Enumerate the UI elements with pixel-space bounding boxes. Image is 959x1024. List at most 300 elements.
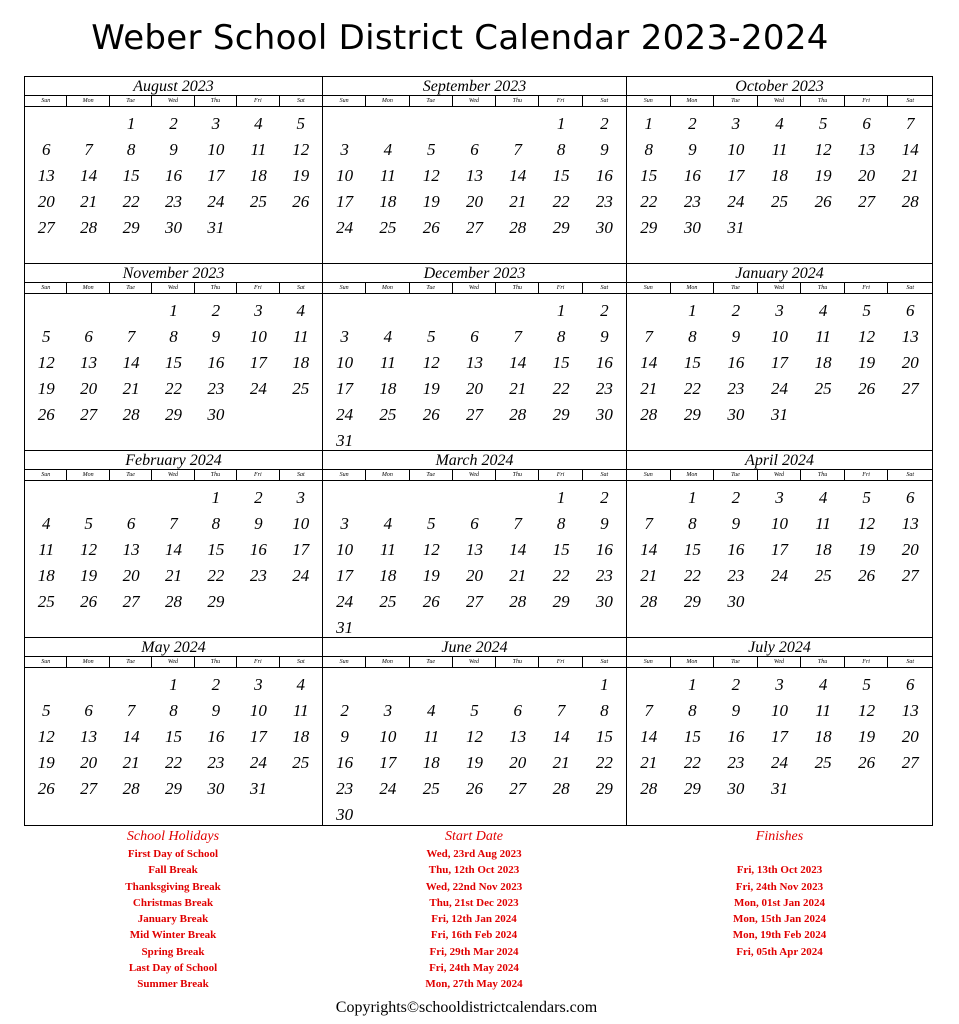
day-cell: 18 — [292, 727, 310, 746]
finish-date: Fri, 13th Oct 2023 — [736, 864, 823, 877]
day-cell: 27 — [465, 405, 483, 424]
day-cell: 1 — [688, 301, 697, 320]
day-cell: 26 — [858, 566, 876, 585]
day-cell: 4 — [818, 488, 828, 507]
day-cell: 16 — [595, 540, 613, 559]
day-cell: 29 — [683, 592, 701, 611]
month-name: November 2023 — [25, 264, 322, 283]
day-cell: 10 — [292, 514, 310, 533]
day-cell: 20 — [858, 166, 876, 185]
weekday-label: Tue — [714, 283, 758, 293]
day-cell: 2 — [600, 114, 609, 133]
month-block — [323, 264, 627, 451]
month-name: April 2024 — [627, 451, 932, 470]
day-cell: 13 — [122, 540, 140, 559]
day-cell: 6 — [905, 675, 915, 694]
day-cell: 24 — [727, 192, 745, 211]
day-cell: 5 — [426, 140, 436, 159]
weekday-label: Fri — [845, 657, 889, 667]
weekday-label: Thu — [195, 96, 237, 106]
weekday-label: Mon — [671, 657, 715, 667]
day-cell: 7 — [513, 140, 523, 159]
day-cell: 26 — [37, 405, 55, 424]
day-cell: 9 — [731, 327, 741, 346]
day-cell: 25 — [37, 592, 55, 611]
empty-day-cell — [496, 298, 539, 324]
weekday-header — [25, 657, 322, 668]
weekday-label: Wed — [152, 470, 194, 480]
day-cell: 11 — [380, 353, 396, 372]
holiday-name: Summer Break — [137, 978, 209, 991]
day-cell: 29 — [122, 218, 140, 237]
day-cell: 2 — [211, 675, 221, 694]
weekday-label: Mon — [366, 470, 409, 480]
weekday-header — [323, 657, 626, 668]
day-cell: 11 — [815, 327, 831, 346]
day-cell: 29 — [640, 218, 658, 237]
day-cell: 23 — [595, 192, 613, 211]
day-cell: 9 — [688, 140, 697, 159]
day-cell: 4 — [383, 514, 393, 533]
day-cell: 14 — [122, 353, 140, 372]
day-cell: 9 — [254, 514, 263, 533]
day-cell: 19 — [422, 566, 440, 585]
day-cell: 27 — [80, 779, 98, 798]
day-cell: 6 — [905, 488, 915, 507]
day-grid — [25, 107, 322, 241]
empty-day-cell — [496, 485, 539, 511]
empty-day-cell — [25, 298, 67, 324]
weekday-label: Fri — [237, 96, 279, 106]
weekday-label: Sat — [906, 472, 915, 478]
day-cell: 4 — [818, 301, 828, 320]
day-cell: 20 — [37, 192, 55, 211]
empty-day-cell — [496, 672, 539, 698]
day-cell: 4 — [254, 114, 263, 133]
day-cell: 12 — [37, 727, 55, 746]
day-cell: 23 — [727, 379, 745, 398]
day-cell: 3 — [775, 675, 784, 694]
day-cell: 24 — [249, 753, 267, 772]
day-cell: 30 — [164, 218, 182, 237]
weekday-label: Sat — [296, 472, 305, 478]
day-cell: 14 — [640, 353, 658, 372]
day-cell: 30 — [727, 405, 745, 424]
day-grid — [627, 668, 932, 802]
day-cell: 5 — [862, 301, 871, 320]
day-cell: 2 — [340, 701, 349, 720]
weekday-label: Mon — [67, 470, 109, 480]
day-cell: 19 — [80, 566, 98, 585]
day-cell: 10 — [207, 140, 225, 159]
day-cell: 8 — [688, 701, 697, 720]
month-block — [25, 638, 323, 825]
day-cell: 7 — [126, 701, 136, 720]
day-cell: 3 — [340, 514, 349, 533]
day-cell: 5 — [470, 701, 479, 720]
start-date-header: Start Date — [445, 829, 503, 844]
weekday-label: Wed — [453, 470, 496, 480]
day-cell: 26 — [80, 592, 98, 611]
day-cell: 14 — [509, 353, 527, 372]
day-cell: 27 — [37, 218, 55, 237]
day-cell: 18 — [292, 353, 310, 372]
empty-day-cell — [453, 111, 496, 137]
empty-day-cell — [110, 298, 152, 324]
day-cell: 26 — [858, 753, 876, 772]
empty-day-cell — [25, 111, 67, 137]
weekday-header — [323, 470, 626, 481]
day-cell: 17 — [727, 166, 745, 185]
day-cell: 8 — [688, 327, 697, 346]
finish-date — [626, 846, 933, 862]
day-cell: 11 — [292, 327, 309, 346]
weekday-label: Fri — [845, 96, 889, 106]
day-cell: 13 — [465, 166, 483, 185]
day-cell: 3 — [296, 488, 306, 507]
day-cell: 19 — [37, 379, 55, 398]
day-cell: 14 — [640, 727, 658, 746]
weekday-label: Sat — [600, 659, 609, 665]
day-cell: 27 — [901, 566, 919, 585]
day-cell: 24 — [379, 779, 397, 798]
day-cell: 27 — [122, 592, 140, 611]
weekday-label: Mon — [366, 96, 409, 106]
holiday-name: Spring Break — [141, 945, 205, 958]
day-cell: 8 — [126, 140, 136, 159]
day-cell: 17 — [249, 727, 267, 746]
day-cell: 24 — [292, 566, 310, 585]
day-cell: 21 — [164, 566, 182, 585]
weekday-label: Thu — [195, 657, 237, 667]
day-cell: 3 — [383, 701, 393, 720]
weekday-label: Mon — [671, 283, 715, 293]
day-cell: 15 — [683, 727, 701, 746]
day-cell: 19 — [858, 540, 876, 559]
day-cell: 28 — [640, 405, 658, 424]
empty-day-cell — [366, 298, 409, 324]
weekday-label: Thu — [496, 470, 539, 480]
day-cell: 29 — [552, 218, 570, 237]
empty-day-cell — [25, 485, 67, 511]
day-cell: 9 — [731, 514, 741, 533]
day-cell: 23 — [164, 192, 182, 211]
day-cell: 10 — [336, 166, 354, 185]
month-name: September 2023 — [323, 77, 626, 96]
day-cell: 12 — [858, 327, 876, 346]
day-cell: 4 — [41, 514, 51, 533]
day-cell: 9 — [600, 140, 609, 159]
day-cell: 3 — [211, 114, 221, 133]
day-cell: 22 — [207, 566, 225, 585]
day-cell: 25 — [770, 192, 788, 211]
day-cell: 28 — [640, 779, 658, 798]
weekday-label: Sat — [600, 98, 609, 104]
day-cell: 7 — [84, 140, 93, 159]
day-cell: 7 — [556, 701, 566, 720]
day-cell: 30 — [207, 405, 225, 424]
day-cell: 20 — [465, 192, 483, 211]
weekday-label: Fri — [237, 470, 279, 480]
day-cell: 11 — [38, 540, 55, 559]
empty-day-cell — [410, 298, 453, 324]
day-cell: 4 — [426, 701, 436, 720]
month-name: August 2023 — [25, 77, 322, 96]
day-cell: 3 — [775, 301, 784, 320]
weekday-label: Wed — [758, 96, 802, 106]
day-cell: 19 — [858, 727, 876, 746]
weekday-label: Wed — [453, 657, 496, 667]
empty-day-cell — [410, 485, 453, 511]
day-cell: 14 — [164, 540, 182, 559]
empty-day-cell — [410, 672, 453, 698]
day-cell: 13 — [858, 140, 876, 159]
day-cell: 20 — [901, 540, 919, 559]
weekday-header — [323, 96, 626, 107]
day-cell: 5 — [41, 701, 51, 720]
day-cell: 22 — [683, 379, 701, 398]
weekday-label: Fri — [539, 657, 582, 667]
day-cell: 10 — [770, 701, 788, 720]
weekday-label: Fri — [539, 470, 582, 480]
weekday-label: Fri — [539, 96, 582, 106]
day-cell: 5 — [41, 327, 51, 346]
weekday-label: Mon — [67, 96, 109, 106]
day-cell: 24 — [770, 379, 788, 398]
day-cell: 30 — [207, 779, 225, 798]
day-cell: 19 — [292, 166, 310, 185]
day-cell: 9 — [211, 701, 221, 720]
weekday-header — [25, 96, 322, 107]
day-cell: 16 — [207, 353, 225, 372]
weekday-label: Sun — [323, 657, 366, 667]
day-cell: 23 — [207, 379, 225, 398]
day-cell: 14 — [901, 140, 919, 159]
weekday-label: Sun — [323, 283, 366, 293]
day-cell: 1 — [556, 301, 566, 320]
day-cell: 8 — [644, 140, 654, 159]
day-cell: 11 — [250, 140, 267, 159]
day-cell: 21 — [640, 566, 658, 585]
start-date: Mon, 27th May 2024 — [425, 978, 523, 991]
day-cell: 18 — [379, 566, 397, 585]
day-cell: 12 — [422, 540, 440, 559]
day-cell: 11 — [380, 166, 396, 185]
month-name: July 2024 — [627, 638, 932, 657]
day-cell: 1 — [169, 675, 178, 694]
month-block — [323, 638, 627, 825]
month-name: March 2024 — [323, 451, 626, 470]
day-cell: 18 — [249, 166, 267, 185]
day-cell: 18 — [814, 727, 832, 746]
finish-date: Mon, 19th Feb 2024 — [732, 929, 827, 942]
day-cell: 15 — [640, 166, 658, 185]
day-cell: 29 — [683, 779, 701, 798]
day-cell: 4 — [383, 327, 393, 346]
day-cell: 24 — [770, 566, 788, 585]
day-cell: 1 — [126, 114, 136, 133]
day-cell: 11 — [292, 701, 309, 720]
day-grid — [627, 481, 932, 615]
weekday-label: Sun — [627, 283, 671, 293]
day-cell: 16 — [249, 540, 267, 559]
weekday-label: Sat — [906, 659, 915, 665]
day-cell: 5 — [862, 675, 871, 694]
weekday-label: Tue — [714, 470, 758, 480]
empty-day-cell — [453, 298, 496, 324]
finish-date — [626, 960, 933, 976]
weekday-header — [323, 283, 626, 294]
start-date: Fri, 12th Jan 2024 — [431, 913, 517, 926]
day-cell: 17 — [249, 353, 267, 372]
weekday-label: Tue — [410, 96, 453, 106]
day-cell: 16 — [207, 727, 225, 746]
day-cell: 27 — [80, 405, 98, 424]
day-cell: 3 — [254, 301, 263, 320]
day-cell: 31 — [770, 779, 788, 798]
day-cell: 23 — [207, 753, 225, 772]
day-cell: 23 — [249, 566, 267, 585]
month-block — [323, 451, 627, 638]
day-cell: 29 — [164, 405, 182, 424]
day-cell: 9 — [169, 140, 178, 159]
day-cell: 5 — [426, 514, 436, 533]
weekday-label: Wed — [152, 96, 194, 106]
day-cell: 14 — [640, 540, 658, 559]
day-cell: 1 — [556, 114, 566, 133]
day-cell: 22 — [683, 566, 701, 585]
day-cell: 14 — [552, 727, 570, 746]
day-cell: 25 — [814, 566, 832, 585]
day-cell: 25 — [292, 753, 310, 772]
month-block — [25, 264, 323, 451]
day-cell: 28 — [509, 592, 527, 611]
day-cell: 2 — [731, 301, 741, 320]
weekday-label: Wed — [758, 283, 802, 293]
day-cell: 22 — [552, 192, 570, 211]
day-cell: 16 — [727, 540, 745, 559]
day-cell: 31 — [770, 405, 788, 424]
day-cell: 18 — [814, 540, 832, 559]
day-cell: 10 — [249, 327, 267, 346]
day-cell: 20 — [465, 379, 483, 398]
month-name: January 2024 — [627, 264, 932, 283]
day-cell: 13 — [465, 540, 483, 559]
day-cell: 28 — [122, 779, 140, 798]
day-cell: 30 — [683, 218, 701, 237]
start-date: Thu, 12th Oct 2023 — [428, 864, 520, 877]
day-cell: 30 — [727, 592, 745, 611]
day-cell: 19 — [37, 753, 55, 772]
day-cell: 6 — [84, 327, 93, 346]
day-cell: 24 — [249, 379, 267, 398]
weekday-label: Thu — [801, 96, 845, 106]
day-cell: 26 — [814, 192, 832, 211]
start-date: Fri, 24th May 2024 — [429, 962, 519, 975]
day-cell: 8 — [556, 514, 566, 533]
day-cell: 26 — [37, 779, 55, 798]
day-cell: 19 — [814, 166, 832, 185]
finishes-header: Finishes — [755, 829, 804, 844]
day-grid — [25, 481, 322, 615]
day-cell: 12 — [422, 166, 440, 185]
empty-day-cell — [323, 111, 366, 137]
day-cell: 19 — [858, 353, 876, 372]
day-cell: 7 — [513, 514, 523, 533]
page-title: Weber School District Calendar 2023-2024 — [91, 18, 829, 58]
day-grid — [627, 107, 932, 241]
weekday-label: Thu — [195, 283, 237, 293]
day-cell: 5 — [862, 488, 871, 507]
day-cell: 26 — [465, 779, 483, 798]
day-cell: 29 — [207, 592, 225, 611]
month-block — [627, 77, 932, 264]
month-name: February 2024 — [25, 451, 322, 470]
month-name: October 2023 — [627, 77, 932, 96]
copyright-text: Copyrights©schooldistrictcalendars.com — [335, 999, 598, 1016]
day-cell: 16 — [595, 166, 613, 185]
weekday-label: Tue — [410, 657, 453, 667]
day-cell: 5 — [426, 327, 436, 346]
weekday-label: Sun — [627, 96, 671, 106]
day-grid — [25, 668, 322, 802]
day-cell: 17 — [292, 540, 310, 559]
day-cell: 11 — [771, 140, 788, 159]
day-cell: 12 — [80, 540, 98, 559]
day-cell: 22 — [122, 192, 140, 211]
weekday-label: Mon — [671, 470, 715, 480]
weekday-label: Thu — [801, 470, 845, 480]
day-cell: 18 — [770, 166, 788, 185]
day-cell: 3 — [340, 327, 349, 346]
holiday-name: First Day of School — [127, 848, 219, 860]
weekday-header — [627, 657, 932, 668]
day-cell: 16 — [336, 753, 354, 772]
day-cell: 14 — [80, 166, 98, 185]
day-cell: 28 — [509, 218, 527, 237]
day-cell: 29 — [595, 779, 613, 798]
weekday-label: Fri — [845, 470, 889, 480]
day-cell: 15 — [595, 727, 613, 746]
day-grid — [323, 481, 626, 638]
empty-day-cell — [410, 111, 453, 137]
day-cell: 15 — [552, 353, 570, 372]
day-cell: 2 — [731, 675, 741, 694]
day-cell: 2 — [600, 301, 609, 320]
month-name: May 2024 — [25, 638, 322, 657]
day-cell: 17 — [336, 192, 354, 211]
day-cell: 25 — [379, 218, 397, 237]
start-date-column — [322, 828, 626, 993]
day-cell: 27 — [509, 779, 527, 798]
day-cell: 8 — [169, 701, 178, 720]
day-cell: 24 — [336, 405, 354, 424]
day-cell: 27 — [901, 753, 919, 772]
day-cell: 22 — [552, 566, 570, 585]
weekday-label: Tue — [410, 470, 453, 480]
day-cell: 21 — [122, 753, 140, 772]
day-cell: 10 — [249, 701, 267, 720]
holiday-name: Mid Winter Break — [129, 929, 217, 942]
day-cell: 6 — [126, 514, 136, 533]
day-cell: 1 — [688, 675, 697, 694]
day-cell: 18 — [379, 192, 397, 211]
day-cell: 10 — [770, 327, 788, 346]
day-cell: 7 — [169, 514, 178, 533]
weekday-label: Tue — [110, 96, 152, 106]
day-cell: 31 — [207, 218, 225, 237]
day-cell: 20 — [122, 566, 140, 585]
